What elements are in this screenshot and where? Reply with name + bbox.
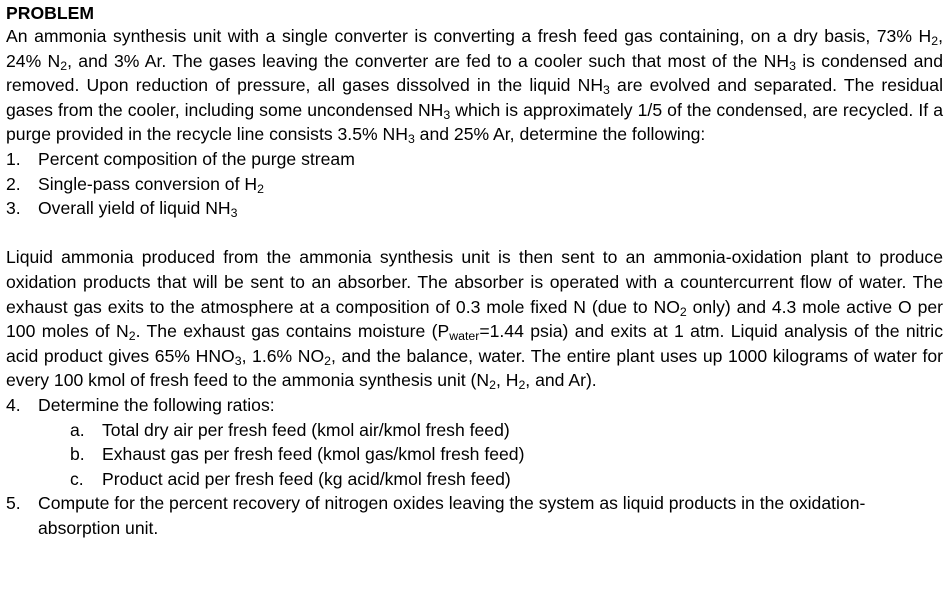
- list-item: [6, 196, 943, 221]
- subscript: 3: [230, 206, 238, 221]
- subscript: water: [449, 329, 480, 344]
- subscript: 2: [257, 181, 264, 196]
- item-text: Single-pass conversion of $H_2$: [38, 173, 264, 196]
- subscript: 3: [407, 132, 415, 147]
- oxidation-questions-list: [6, 393, 943, 418]
- item-text: Determine the following ratios:: [38, 394, 275, 415]
- list-item: [6, 172, 943, 197]
- list-item: [6, 147, 943, 172]
- synthesis-questions-list: [6, 147, 943, 221]
- oxidation-paragraph: Liquid ammonia produced from the ammonia synthesis unit is then sent to an ammonia-oxidation plant to produce oxidation products that will be sent to an absorber. The absorber is operated with a countercurrent flow of water. The exhaust gas exits to the atmosphere at a composition of 0.3 mole fixed N (due to $NO_2$ only) and 4.3 mole active O per 100 moles of $N_2$. The exhaust gas contains moisture ($P_{water}=1.44$ psia) and exits at 1 atm. Liquid analysis of the nitric acid product gives 65% $HNO_3$, 1.6% $NO_2$, and the balance, water. The entire plant uses up 1000 kilograms of water for every 100 kmol of fresh feed to the ammonia synthesis unit ($N_2$, $H_2$, and Ar).: [6, 247, 943, 393]
- subscript: 3: [789, 58, 796, 73]
- sublist-item: [70, 467, 943, 492]
- subscript: 3: [443, 107, 451, 122]
- subscript: 2: [60, 58, 68, 73]
- sub-item-text: Total dry air per fresh feed (kmol air/kmol fresh feed): [102, 419, 510, 440]
- blank-line: [6, 221, 943, 246]
- item-number: 3.: [6, 198, 21, 219]
- item-text: Compute for the percent recovery of nitrogen oxides leaving the system as liquid products in the oxidation-absorption unit.: [38, 493, 866, 538]
- subscript: 2: [128, 329, 136, 344]
- item-number: 5.: [6, 493, 21, 514]
- subscript: 2: [518, 378, 526, 393]
- sublist-item: [70, 418, 943, 443]
- item-number: 2.: [6, 173, 21, 194]
- sub-item-letter: b.: [70, 444, 85, 465]
- synthesis-paragraph: An ammonia synthesis unit with a single converter is converting a fresh feed gas containing, on a dry basis, 73% $H_2$, 24% $N_2$, and 3% Ar. The gases leaving the converter are fed to a cooler such that most of the $NH_3$ is condensed and removed. Upon reduction of pressure, all gases dissolved in the liquid $NH_3$ are evolved and separated. The residual gases from the cooler, including some uncondensed $NH_3$ which is approximately 1/5 of the condensed, are recycled. If a purge provided in the recycle line consists 3.5% $NH_3$ and 25% Ar, determine the following:: [6, 26, 944, 147]
- item-text: Overall yield of liquid $NH_3$: [38, 198, 238, 221]
- subscript: 3: [234, 353, 242, 368]
- sublist-item: [70, 442, 943, 467]
- item-number: 4.: [6, 394, 21, 415]
- subscript: 3: [603, 83, 610, 98]
- subscript: 2: [489, 378, 496, 393]
- sub-item-text: Exhaust gas per fresh feed (kmol gas/kmol fresh feed): [102, 444, 525, 465]
- list-item: [6, 491, 943, 540]
- problem-heading: PROBLEM: [6, 3, 94, 23]
- subscript: 2: [324, 353, 332, 368]
- ratios-sublist: [6, 418, 943, 492]
- subscript: 2: [931, 34, 939, 49]
- item-text: Percent composition of the purge stream: [38, 148, 355, 169]
- sub-item-text: Product acid per fresh feed (kg acid/kmol fresh feed): [102, 468, 511, 489]
- subscript: 2: [679, 304, 687, 319]
- final-question-list: [6, 491, 943, 540]
- list-item: [6, 393, 943, 418]
- sub-item-letter: c.: [70, 468, 84, 489]
- item-number: 1.: [6, 148, 21, 169]
- sub-item-letter: a.: [70, 419, 85, 440]
